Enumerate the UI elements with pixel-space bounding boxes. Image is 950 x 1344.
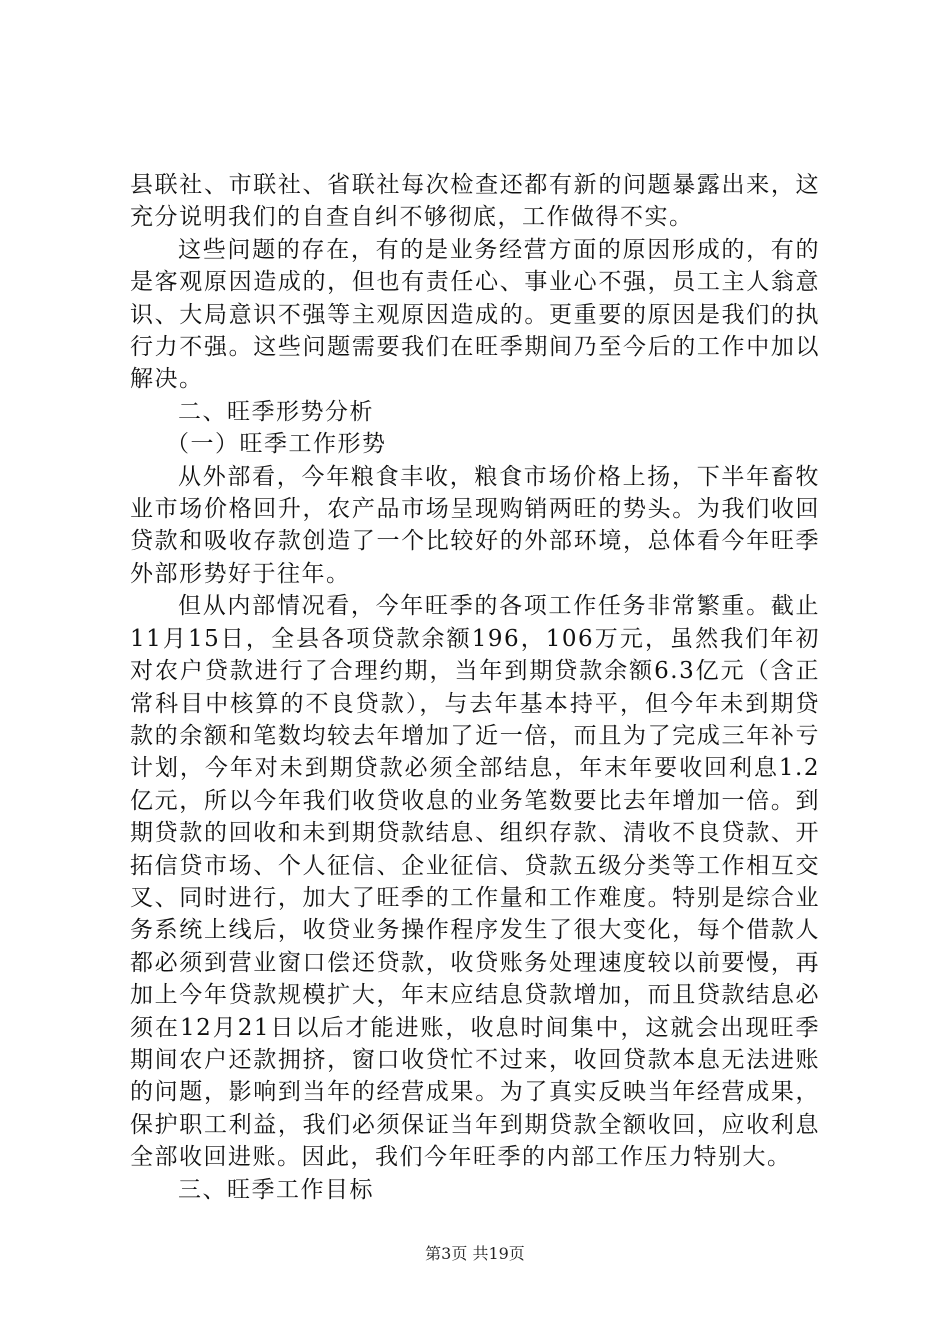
section-heading-3: 三、旺季工作目标 [178, 1176, 374, 1203]
paragraph-continued: 县联社、市联社、省联社每次检查还都有新的问题暴露出来，这充分说明我们的自查自纠不够彻底，工作做得不实。 [130, 172, 820, 231]
paragraph-internal: 但从内部情况看，今年旺季的各项工作任务非常繁重。截止11月15日，全县各项贷款余额196，106万元，虽然我们年初对农户贷款进行了合理约期，当年到期贷款余额6.3亿元（含正常科目中核算的不良贷款），与去年基本持平，但今年未到期贷款的余额和笔数均较去年增加了近一倍，而且为了完成三年补亏计划，今年对未到期贷款必须全部结息，年末年要收回利息1.2亿元，所以今年我们收贷收息的业务笔数要比去年增加一倍。到期贷款的回收和未到期贷款结息、组织存款、清收不良贷款、开拓信贷市场、个人征信、企业征信、贷款五级分类等工作相互交叉、同时进行，加大了旺季的工作量和工作难度。特别是综合业务系统上线后，收贷业务操作程序发生了很大变化，每个借款人都必须到营业窗口偿还贷款，收贷账务处理速度较以前要慢，再加上今年贷款规模扩大，年末应结息贷款增加，而且贷款结息必须在12月21日以后才能进账，收息时间集中，这就会出现旺季期间农户还款拥挤，窗口收贷忙不过来，收回贷款本息无法进账的问题，影响到当年的经营成果。为了真实反映当年经营成果，保护职工利益，我们必须保证当年到期贷款全额收回，应收利息全部收回进账。因此，我们今年旺季的内部工作压力特别大。 [130, 593, 820, 1171]
paragraph-external: 从外部看，今年粮食丰收，粮食市场价格上扬，下半年畜牧业市场价格回升，农产品市场呈现购销两旺的势头。为我们收回贷款和吸收存款创造了一个比较好的外部环境，总体看今年旺季外部形势好于往年。 [130, 463, 820, 587]
subsection-heading-1: （一）旺季工作形势 [166, 431, 387, 458]
section-heading-2: 二、旺季形势分析 [178, 398, 374, 425]
document-body [130, 169, 820, 1206]
page-number-footer: 第3页 共19页 [425, 1244, 525, 1263]
paragraph-causes: 这些问题的存在，有的是业务经营方面的原因形成的，有的是客观原因造成的，但也有责任心、事业心不强，员工主人翁意识、大局意识不强等主观原因造成的。更重要的原因是我们的执行力不强。这些问题需要我们在旺季期间乃至今后的工作中加以解决。 [130, 236, 820, 393]
